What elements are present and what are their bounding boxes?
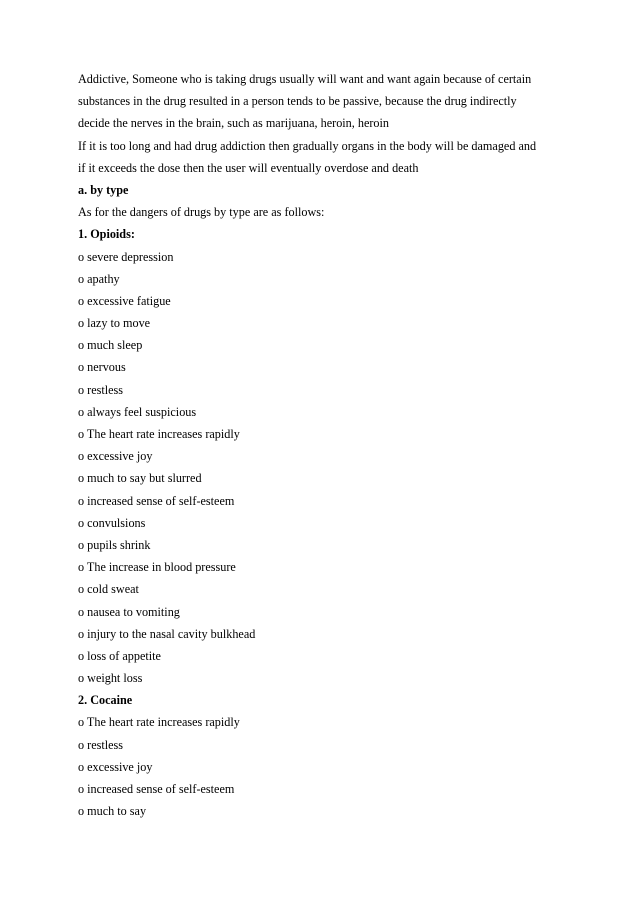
list-item: o cold sweat: [78, 582, 139, 597]
list-item: o nausea to vomiting: [78, 604, 180, 619]
list-item: o much to say: [78, 804, 147, 819]
text-line: decide the nerves in the brain, such as marijuana, heroin, heroin: [78, 116, 390, 131]
list-item: o The increase in blood pressure: [78, 560, 236, 575]
list-item: o injury to the nasal cavity bulkhead: [78, 626, 256, 641]
list-item: o excessive joy: [78, 449, 153, 464]
list-item: o severe depression: [78, 249, 174, 264]
list-item: o The heart rate increases rapidly: [78, 427, 240, 441]
document-body: [78, 68, 568, 822]
list-item: o excessive fatigue: [78, 293, 171, 308]
list-item: o lazy to move: [78, 316, 151, 331]
list-item: o weight loss: [78, 671, 143, 686]
section-heading: a. by type: [78, 182, 129, 197]
list-item: o excessive joy: [78, 759, 153, 774]
text-line: As for the dangers of drugs by type are as follows:: [78, 205, 325, 220]
list-item: o apathy: [78, 271, 120, 286]
list-item: o restless: [78, 382, 124, 397]
list-item: o convulsions: [78, 515, 146, 530]
list-item: o The heart rate increases rapidly: [78, 715, 240, 730]
section-heading: 1. Opioids:: [78, 227, 135, 242]
list-item: o pupils shrink: [78, 537, 151, 552]
list-item: o restless: [78, 737, 124, 752]
text-line: If it is too long and had drug addiction then gradually organs in the body will be damaged and: [78, 138, 537, 153]
list-item: o increased sense of self-esteem: [78, 493, 235, 508]
text-line: Addictive, Someone who is taking drugs usually will want and want again because of certain: [78, 72, 532, 86]
text-line: if it exceeds the dose then the user will eventually overdose and death: [78, 160, 419, 175]
list-item: o nervous: [78, 360, 126, 375]
text-line: substances in the drug resulted in a person tends to be passive, because the drug indirectly: [78, 94, 517, 109]
list-item: o always feel suspicious: [78, 404, 197, 419]
list-item: o much sleep: [78, 338, 143, 353]
list-item: o much to say but slurred: [78, 471, 202, 486]
list-item: o increased sense of self-esteem: [78, 782, 235, 796]
list-item: o loss of appetite: [78, 648, 161, 663]
section-heading: 2. Cocaine: [78, 693, 133, 708]
